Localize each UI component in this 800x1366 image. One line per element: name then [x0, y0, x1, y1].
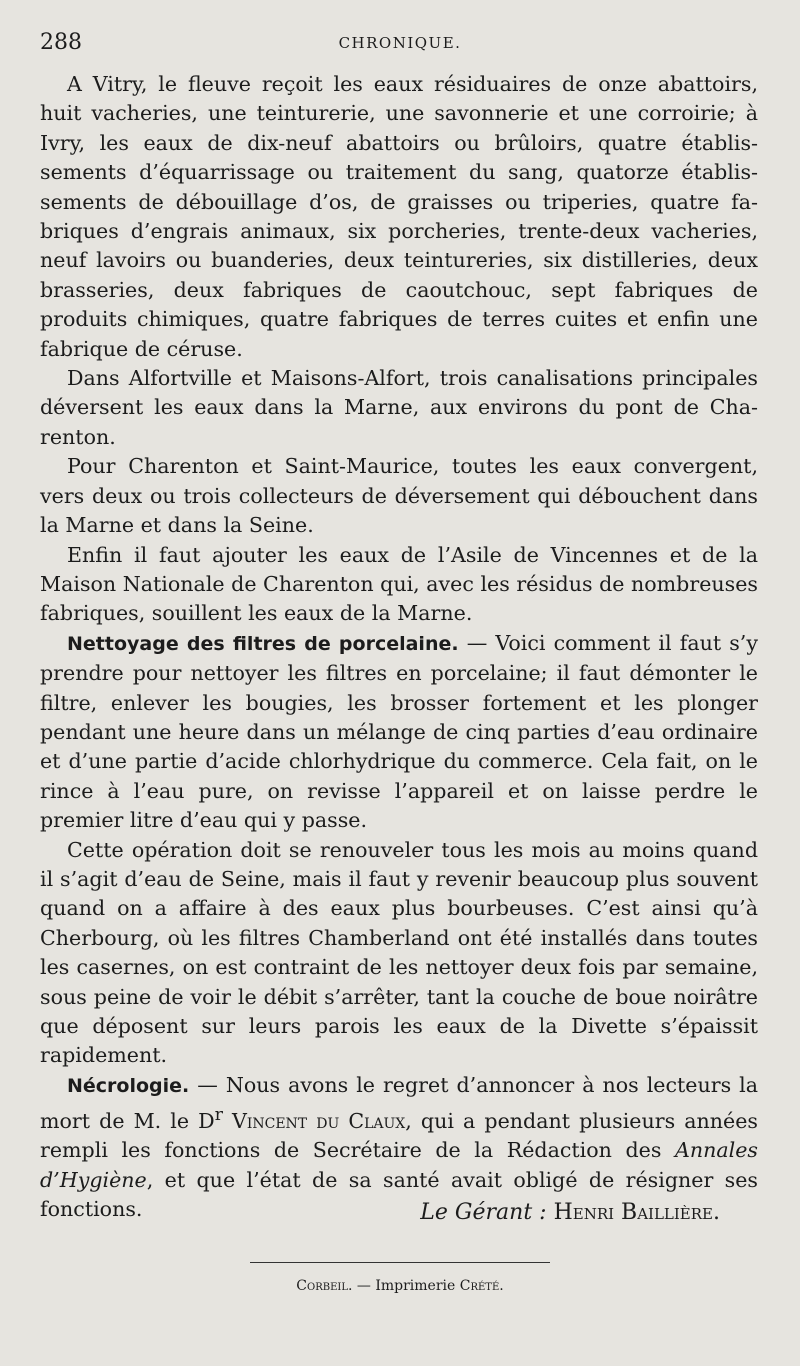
section-title-nettoyage: Nettoyage des filtres de porcelaine.: [67, 632, 459, 655]
necrologie-text-2: , qui a pendant plusieurs années rempli les fonctions de Secrétaire de la Rédaction des: [40, 1109, 758, 1163]
paragraph-alfortville: Dans Alfortville et Maisons-Alfort, trois canalisations principales déversent les eaux dans la Marne, aux environs du pont de Charenton.: [40, 366, 758, 449]
section-title-necrologie: Nécrologie.: [67, 1074, 190, 1097]
signature: [40, 1200, 720, 1225]
footer-rule: [250, 1262, 550, 1263]
doctor-superscript: r: [214, 1105, 223, 1126]
paragraph-nettoyage: [40, 629, 758, 836]
necrologie-text-3: , et que l’état de sa santé avait obligé de résigner ses fonctions.: [40, 1167, 758, 1222]
paragraph-vincennes: Enfin il faut ajouter les eaux de l’Asile de Vincennes et de la Maison Nationale de Charenton qui, avec les résidus de nombreuses fabriques, souillent les eaux de la Marne.: [40, 542, 758, 626]
printer-imprint: [0, 1278, 800, 1294]
page-header: [40, 30, 760, 64]
paragraph-cherbourg: Cette opération doit se renouveler tous les mois au moins quand il s’agit d’eau de Seine, mais il faut y revenir beaucoup plus souvent quand on a affaire à des eaux plus bourbeuses. C’est ainsi qu’à Cherbourg, où les filtres Chamberland ont été installés dans toutes les casernes, on est contraint de les nettoyer deux fois par semaine, sous peine de voir le débit s’arrêter, tant la couche de boue noirâtre que déposent sur leurs parois les eaux de la Divette s’épaissit rapidement.: [40, 837, 758, 1068]
imprint-city: Corbeil.: [296, 1278, 353, 1294]
paragraph-nettoyage-text: — Voici comment il faut s’y prendre pour nettoyer les filtres en porcelaine; il faut démonter le filtre, enlever les bougies, les brosser fortement et les plonger pendant une heure dans un mélange de cinq parties d’eau ordinaire et d’une partie d’acide chlorhydrique du commerce. Cela fait, on le rince à l’eau pure, on revisse l’appareil et on laisse perdre le premier litre d’eau qui y passe.: [40, 630, 758, 833]
necrologie-text-1: — Nous avons le regret d’annoncer à nos lecteurs la mort de M. le D: [40, 1072, 758, 1134]
signature-name: Henri Baillière.: [553, 1200, 720, 1225]
journal-title: Annales d’Hygiène: [40, 1138, 758, 1192]
paragraph-charenton: Pour Charenton et Saint-Maurice, toutes les eaux convergent, vers deux ou trois collecteurs de déversement qui débouchent dans la Marne et dans la Seine.: [40, 454, 758, 538]
imprint-dash: —: [352, 1278, 376, 1294]
imprint-printer: Imprimerie: [375, 1278, 456, 1294]
body-text: [40, 70, 758, 1225]
paragraph-vitry-ivry: A Vitry, le fleuve reçoit les eaux résiduaires de onze abattoirs, huit vacheries, une teinturerie, une savonnerie et une corroirie; à Ivry, les eaux de dix-neuf abattoirs ou brûloirs, quatre établissements d’équarrissage ou traitement du sang, quatorze établissements de débouillage d’os, de graisses ou triperies, quatre fabriques d’engrais animaux, six porcheries, trente-deux vacheries, neuf lavoirs ou buanderies, deux teintureries, six distilleries, deux brasseries, deux fabriques de caoutchouc, sept fabriques de produits chimiques, quatre fabriques de terres cuites et enfin une fabrique de céruse.: [40, 72, 758, 361]
running-head: CHRONIQUE.: [338, 34, 462, 52]
deceased-name: Vincent du Claux: [222, 1109, 406, 1134]
signature-label: Le Gérant :: [420, 1200, 547, 1225]
imprint-printer-name: Crété.: [455, 1278, 504, 1294]
page-number: 288: [40, 30, 82, 55]
